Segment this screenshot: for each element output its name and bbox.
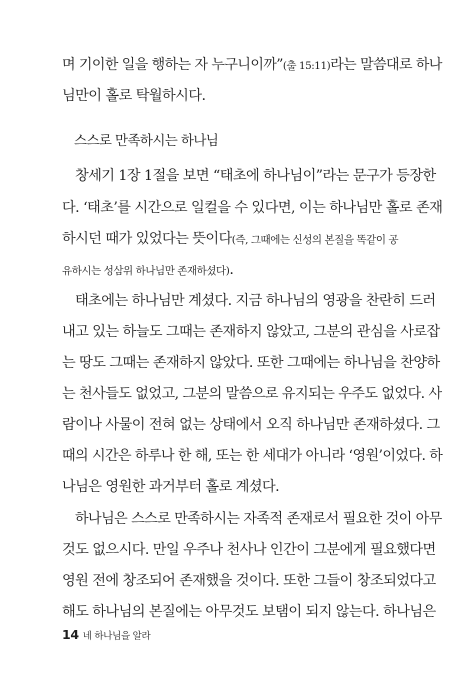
body-line: 며 기이한 일을 행하는 자 누구니이까”(출 15:11)라는 말씀대로 하나 bbox=[62, 57, 442, 73]
body-line: 유하시는 성삼위 하나님만 존재하셨다). bbox=[62, 262, 234, 278]
body-line: 영원 전에 창조되어 존재했을 것이다. 또한 그들이 창조되었다고 bbox=[62, 573, 436, 589]
parenthetical-note: (즉, 그때에는 신성의 본질을 똑같이 공 bbox=[231, 234, 399, 246]
body-line: 는 땅도 그때는 존재하지 않았다. 또한 그때에는 하나님을 찬양하 bbox=[62, 355, 440, 371]
page-number: 14 bbox=[62, 627, 79, 642]
page-footer bbox=[62, 624, 150, 643]
body-line: 람이나 사물이 전혀 없는 상태에서 오직 하나님만 존재하셨다. 그 bbox=[62, 417, 440, 433]
body-line: 하시던 때가 있었다는 뜻이다(즉, 그때에는 신성의 본질을 똑같이 공 bbox=[62, 231, 399, 247]
body-line: 것도 없으시다. 만일 우주나 천사나 인간이 그분에게 필요했다면 bbox=[62, 542, 436, 558]
body-line: 태초에는 하나님만 계셨다. 지금 하나님의 영광을 찬란히 드러 bbox=[75, 293, 436, 309]
body-line: 는 천사들도 없었고, 그분의 말씀으로 유지되는 우주도 없었다. 사 bbox=[62, 386, 442, 402]
body-line: 내고 있는 하늘도 그때는 존재하지 않았고, 그분의 관심을 사로잡 bbox=[62, 324, 440, 340]
running-title: 네 하나님을 알라 bbox=[82, 631, 151, 642]
body-line: 하나님은 스스로 만족하시는 자족적 존재로서 필요한 것이 아무 bbox=[75, 511, 442, 527]
body-line: 창세기 1장 1절을 보면 “태초에 하나님이”라는 문구가 등장한 bbox=[75, 168, 436, 184]
body-line: 나님은 영원한 과거부터 홀로 계셨다. bbox=[62, 479, 280, 495]
body-line: 때의 시간은 하루나 한 해, 또는 한 세대가 아니라 ‘영원’이었다. 하 bbox=[62, 448, 443, 464]
scripture-reference: (출 15:11) bbox=[282, 60, 331, 72]
section-heading: 스스로 만족하시는 하나님 bbox=[74, 133, 219, 149]
body-line: 해도 하나님의 본질에는 아무것도 보탬이 되지 않는다. 하나님은 bbox=[62, 604, 436, 620]
body-line: 다. ‘태초’를 시간으로 일컬을 수 있다면, 이는 하나님만 홀로 존재 bbox=[62, 200, 443, 216]
parenthetical-note: 유하시는 성삼위 하나님만 존재하셨다) bbox=[62, 265, 230, 277]
body-line: 님만이 홀로 탁월하시다. bbox=[62, 88, 206, 104]
